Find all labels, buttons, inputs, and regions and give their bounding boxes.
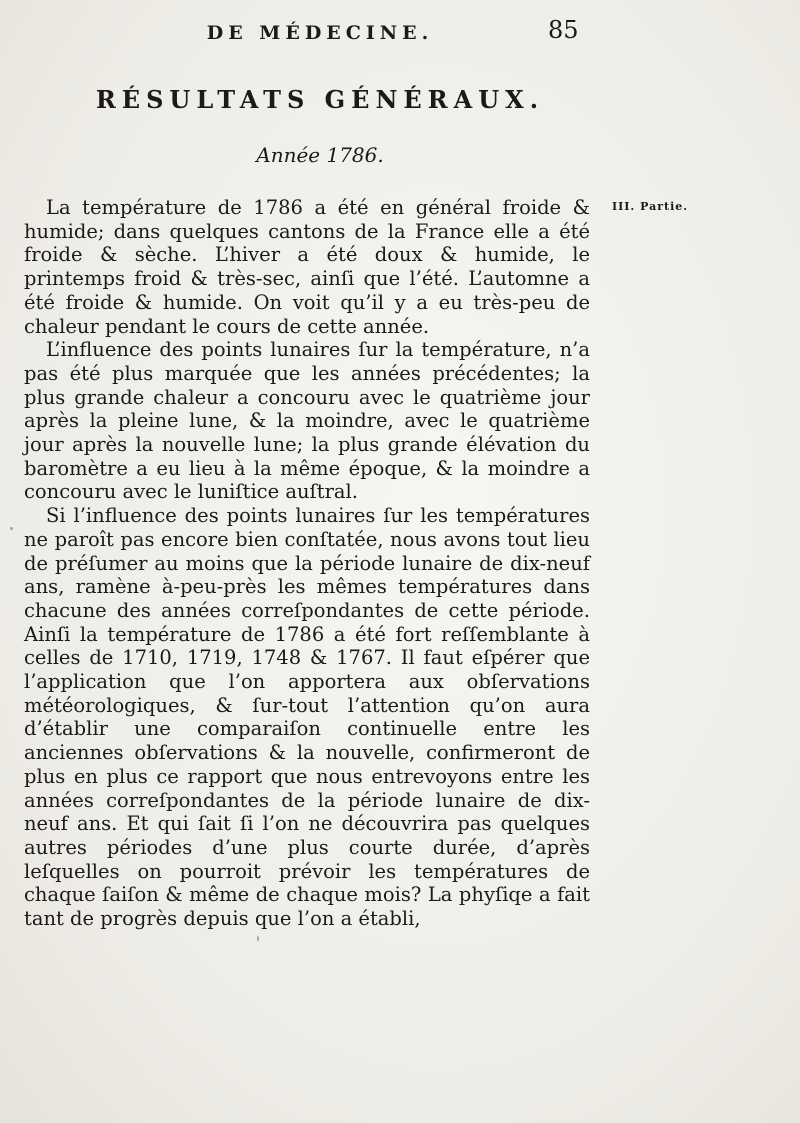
paper-speck <box>10 527 13 530</box>
paragraph-1: La température de 1786 a été en général froide & humide; dans quelques cantons de la France elle a été froide & sèche. L’hiver a été doux & humide, le printemps froid & très-sec, ainſi que l’été. L’automne a été froide & humide. On voit qu’il y a eu très-peu de chaleur pendant le cours de cette année. <box>24 196 590 338</box>
paragraph-3: Si l’influence des points lunaires ſur les températures ne paroît pas encore bien conſtatée, nous avons tout lieu de préſumer au moins que la période lunaire de dix-neuf ans, ramène à-peu-près les mêmes températures dans chacune des années correſpondantes de cette période. Ainſi la température de 1786 a été fort reſſemblante à celles de 1710, 1719, 1748 & 1767. Il faut eſpérer que l’application que l’on apportera aux obſervations météorologiques, & ſur-tout l’attention qu’on aura d’établir une comparaiſon continuelle entre les anciennes obſervations & la nouvelle, confirmeront de plus en plus ce rapport que nous entrevoyons entre les années correſpondantes de la période lunaire de dix-neuf ans. Et qui ſait ſi l’on ne découvrira pas quelques autres périodes d’une plus courte durée, d’après leſquelles on pourroit prévoir les températures de chaque ſaiſon & même de chaque mois? La phyſiqe a fait tant de progrès depuis que l’on a établi, <box>24 504 590 931</box>
margin-note: III. Partie. <box>612 200 689 213</box>
body-text <box>24 196 590 931</box>
section-title: RÉSULTATS GÉNÉRAUX. <box>95 85 545 114</box>
year-heading: Année 1786. <box>256 143 384 167</box>
paper-speck <box>257 936 259 941</box>
running-head: DE MÉDECINE. <box>206 22 434 44</box>
paragraph-2: L’influence des points lunaires ſur la température, n’a pas été plus marquée que les années précédentes; la plus grande chaleur a concouru avec le quatrième jour après la pleine lune, & la moindre, avec le quatrième jour après la nouvelle lune; la plus grande élévation du baromètre a eu lieu à la même époque, & la moindre a concouru avec le luniſtice auſtral. <box>24 338 590 504</box>
page-number: 85 <box>548 16 579 44</box>
